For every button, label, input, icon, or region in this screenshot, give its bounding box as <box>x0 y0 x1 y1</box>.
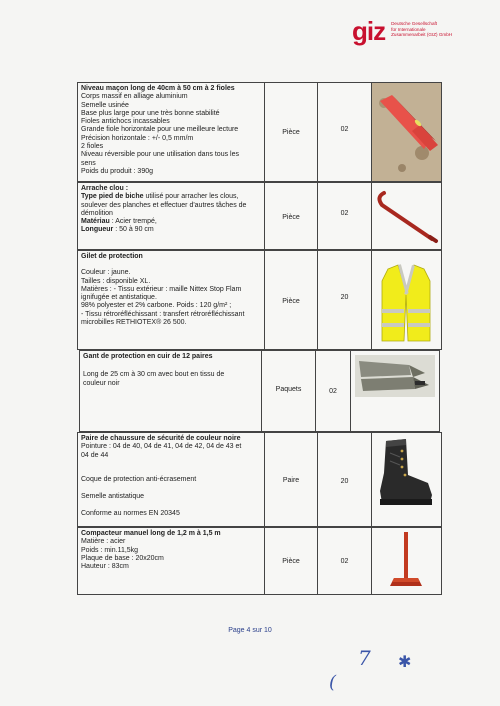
desc-line: démolition <box>81 209 113 217</box>
desc-line: couleur noir <box>83 379 120 387</box>
handwritten-mark: ( <box>329 672 337 693</box>
quantity-cell <box>316 351 351 431</box>
desc-line: Précision horizontale : +/- 0,5 mm/m <box>81 134 194 142</box>
desc-line: Corps massif en alliage aluminium <box>81 93 188 101</box>
image-cell <box>351 351 439 431</box>
desc-line: Matières : - Tissu extérieur : maille Nittex Stop Flam <box>81 285 242 293</box>
quantity-cell <box>318 528 372 594</box>
unit-cell <box>265 528 318 594</box>
safety-vest-photo <box>372 251 441 349</box>
unit-value: Pièce <box>282 298 300 305</box>
desc-line <box>81 193 261 201</box>
table-row <box>77 432 442 527</box>
description-cell <box>78 251 265 349</box>
desc-line: 98% polyester et 2% carbone. Poids : 120 g/m² ; <box>81 302 232 310</box>
giz-logo <box>352 18 452 44</box>
table-row <box>77 250 442 350</box>
unit-value: Pièce <box>282 558 300 565</box>
item-title: Niveau maçon long de 40cm à 50 cm à 2 fioles <box>81 85 235 92</box>
hand-tamper-photo <box>372 528 441 594</box>
unit-cell <box>265 433 318 526</box>
desc-line: Tailles : disponible XL. <box>81 277 151 285</box>
quantity-value: 02 <box>329 388 337 395</box>
giz-logo-mark: giz <box>352 16 386 46</box>
logo-line-1: Deutsche Gesellschaft <box>391 21 438 26</box>
item-title: Gant de protection en cuir de 12 paires <box>83 353 213 360</box>
desc-bold: Longueur <box>81 226 114 234</box>
desc-line: Grande fiole horizontale pour une meilleure lecture <box>81 126 239 134</box>
description-cell <box>78 528 265 594</box>
item-title: Gilet de protection <box>81 253 143 260</box>
desc-line: Fioles antichocs incassables <box>81 118 170 126</box>
spirit-level-photo <box>372 83 441 181</box>
desc-line: Conforme au normes EN 20345 <box>81 510 180 518</box>
giz-logo-text <box>391 21 452 38</box>
description-cell <box>80 351 262 431</box>
unit-cell <box>262 351 316 431</box>
desc-line: Base plus large pour une très bonne stabilité <box>81 109 220 117</box>
desc-text: utilisé pour arracher les clous, <box>143 193 239 201</box>
table-row <box>77 527 442 595</box>
image-cell <box>372 251 441 349</box>
desc-line: Hauteur : 83cm <box>81 563 129 571</box>
desc-line: Plaque de base : 20x20cm <box>81 554 164 562</box>
unit-value: Pièce <box>282 129 300 136</box>
quantity-cell <box>318 433 372 526</box>
desc-line: Matière : acier <box>81 538 126 546</box>
unit-cell <box>265 251 318 349</box>
desc-line: Poids : min.11,5kg <box>81 546 139 554</box>
unit-value: Paquets <box>275 386 302 393</box>
description-cell <box>78 433 265 526</box>
desc-bold: Type pied de biche <box>81 193 144 201</box>
leather-gloves-photo <box>351 351 439 431</box>
quantity-cell <box>318 251 372 349</box>
desc-text: : Acier trempé, <box>109 218 157 226</box>
handwritten-mark: ✱ <box>398 652 412 671</box>
quantity-cell <box>318 183 372 249</box>
quantity-value: 02 <box>340 210 349 217</box>
logo-line-2: für Internationale <box>391 26 426 32</box>
desc-line <box>81 218 261 226</box>
image-cell <box>372 528 441 594</box>
desc-line: Semelle antistatique <box>81 493 145 501</box>
desc-line: - Tissu rétroréfléchissant : transfert rétroréfléchissant <box>81 310 245 318</box>
table-row <box>77 82 442 182</box>
desc-text: : 50 à 90 cm <box>113 226 154 234</box>
unit-cell <box>265 183 318 249</box>
handwritten-mark: 7 <box>358 646 371 670</box>
unit-value: Paire <box>282 477 300 484</box>
desc-line: Couleur : jaune. <box>81 269 131 277</box>
desc-line: Niveau réversible pour une utilisation dans tous les <box>81 151 239 159</box>
unit-value: Pièce <box>282 214 300 221</box>
desc-line: Poids du produit : 390g <box>81 167 153 175</box>
page-number: Page 4 sur 10 <box>228 627 272 634</box>
desc-line: Semelle usinée <box>81 101 129 109</box>
desc-line: 2 fioles <box>81 143 104 151</box>
quantity-value: 02 <box>340 126 349 133</box>
desc-line: Long de 25 cm à 30 cm avec bout en tissu de <box>83 371 225 379</box>
desc-line: soulever des planches et effectuer d'autres tâches de <box>81 201 247 209</box>
description-cell <box>78 83 265 181</box>
image-cell <box>372 83 441 181</box>
quantity-value: 20 <box>340 478 349 485</box>
table-row <box>77 182 442 250</box>
safety-boot-photo <box>372 433 441 526</box>
desc-line: Pointure : 04 de 40, 04 de 41, 04 de 42, 04 de 43 et <box>81 443 242 451</box>
quantity-value: 02 <box>340 558 349 565</box>
unit-cell <box>265 83 318 181</box>
desc-line <box>81 226 261 234</box>
crowbar-photo <box>372 183 441 249</box>
image-cell <box>372 183 441 249</box>
item-title: Compacteur manuel long de 1,2 m à 1,5 m <box>81 530 221 537</box>
desc-line: ignifugée et antistatique. <box>81 294 157 302</box>
description-cell <box>78 183 265 249</box>
quantity-cell <box>318 83 372 181</box>
quantity-value: 20 <box>340 294 349 301</box>
item-title: Arrache clou : <box>81 185 129 192</box>
image-cell <box>372 433 441 526</box>
desc-line: Coque de protection anti-écrasement <box>81 475 197 483</box>
desc-line: microbilles RETHIOTEX® 26 500. <box>81 319 187 327</box>
logo-line-3: Zusammenarbeit (GIZ) GmbH <box>391 32 453 38</box>
desc-line: sens <box>81 159 96 167</box>
item-title: Paire de chaussure de sécurité de couleur noire <box>81 435 241 442</box>
table-row <box>79 350 440 432</box>
desc-bold: Matériau <box>81 218 110 226</box>
desc-line: 04 de 44 <box>81 451 109 459</box>
